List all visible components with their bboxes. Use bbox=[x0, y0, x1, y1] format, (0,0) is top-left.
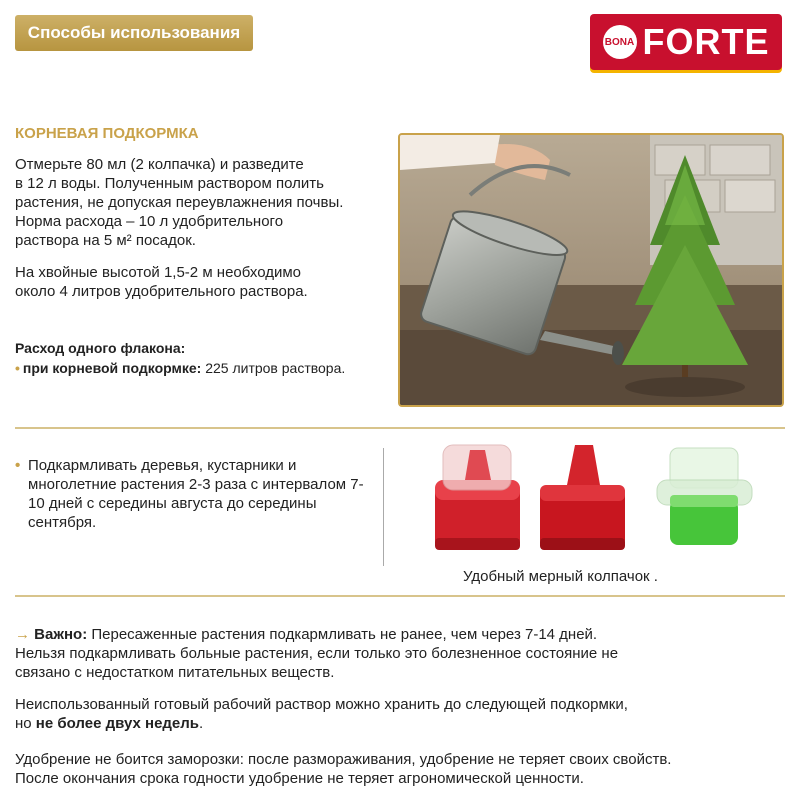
instruction-line: Отмерьте 80 мл (2 колпачка) и разведите bbox=[15, 156, 304, 173]
bottle-usage-title: Расход одного флакона: bbox=[15, 340, 186, 356]
cap-open-icon bbox=[540, 445, 625, 550]
storage-prefix: но bbox=[15, 715, 36, 732]
important-note bbox=[15, 625, 785, 682]
measuring-cap-icons bbox=[425, 440, 765, 565]
cap-closed-icon bbox=[435, 445, 520, 550]
instruction-line: раствора на 5 м² посадок. bbox=[15, 232, 196, 249]
section-divider bbox=[15, 427, 785, 429]
bona-forte-logo bbox=[590, 14, 782, 70]
arrow-right-icon: → bbox=[15, 626, 30, 643]
measuring-cap-caption: Удобный мерный колпачок . bbox=[463, 568, 658, 585]
conifer-dosage bbox=[15, 263, 385, 301]
conifer-line: На хвойные высотой 1,5-2 м необходимо bbox=[15, 264, 301, 281]
bottle-usage-row bbox=[15, 360, 345, 376]
conifer-line: около 4 литров удобрительного раствора. bbox=[15, 283, 308, 300]
logo-forte-text: FORTE bbox=[642, 21, 770, 62]
storage-suffix: . bbox=[199, 715, 204, 732]
storage-note bbox=[15, 695, 785, 733]
feeding-schedule bbox=[15, 456, 370, 532]
instruction-line: Норма расхода – 10 л удобрительного bbox=[15, 213, 284, 230]
usage-value: 225 литров раствора. bbox=[201, 360, 346, 376]
watering-photo bbox=[398, 133, 784, 407]
important-line: Нельзя подкармливать больные растения, если только это болезненное состояние не bbox=[15, 645, 619, 662]
logo-bona-circle: BONA bbox=[603, 25, 637, 59]
section-divider bbox=[15, 595, 785, 597]
usage-label: при корневой подкормке: bbox=[22, 360, 202, 376]
frost-line: Удобрение не боится заморозки: после размораживания, удобрение не теряет своих свойств. bbox=[15, 751, 672, 768]
important-line: связано с недостатком питательных веществ. bbox=[15, 664, 335, 681]
section-badge bbox=[15, 15, 253, 51]
section-badge-label: Способы использования bbox=[27, 23, 241, 42]
measuring-caps-illustration bbox=[425, 440, 765, 565]
frost-line: После окончания срока годности удобрение не теряет агрономической ценности. bbox=[15, 770, 584, 787]
root-feeding-title: КОРНЕВАЯ ПОДКОРМКА bbox=[15, 125, 199, 142]
important-label: Важно: bbox=[34, 626, 88, 643]
root-feeding-instructions bbox=[15, 155, 385, 250]
instruction-line: растения, не допуская переувлажнения почвы. bbox=[15, 194, 344, 211]
watering-can-tree-illustration bbox=[400, 135, 782, 405]
frost-note bbox=[15, 750, 790, 788]
feeding-schedule-text: Подкармливать деревья, кустарники и многолетние растения 2-3 раза с интервалом 7-10 дней с середины августа до середины сентября. bbox=[28, 457, 364, 531]
cap-green-liquid-icon bbox=[657, 448, 752, 545]
storage-limit: не более двух недель bbox=[35, 715, 200, 732]
vertical-divider bbox=[383, 448, 384, 566]
important-line: Пересаженные растения подкармливать не ранее, чем через 7-14 дней. bbox=[87, 626, 598, 643]
instruction-line: в 12 л воды. Полученным раствором полить bbox=[15, 175, 324, 192]
bullet-icon: • bbox=[15, 360, 20, 376]
storage-line: Неиспользованный готовый рабочий раствор можно хранить до следующей подкормки, bbox=[15, 696, 628, 713]
bullet-icon: • bbox=[15, 457, 21, 474]
